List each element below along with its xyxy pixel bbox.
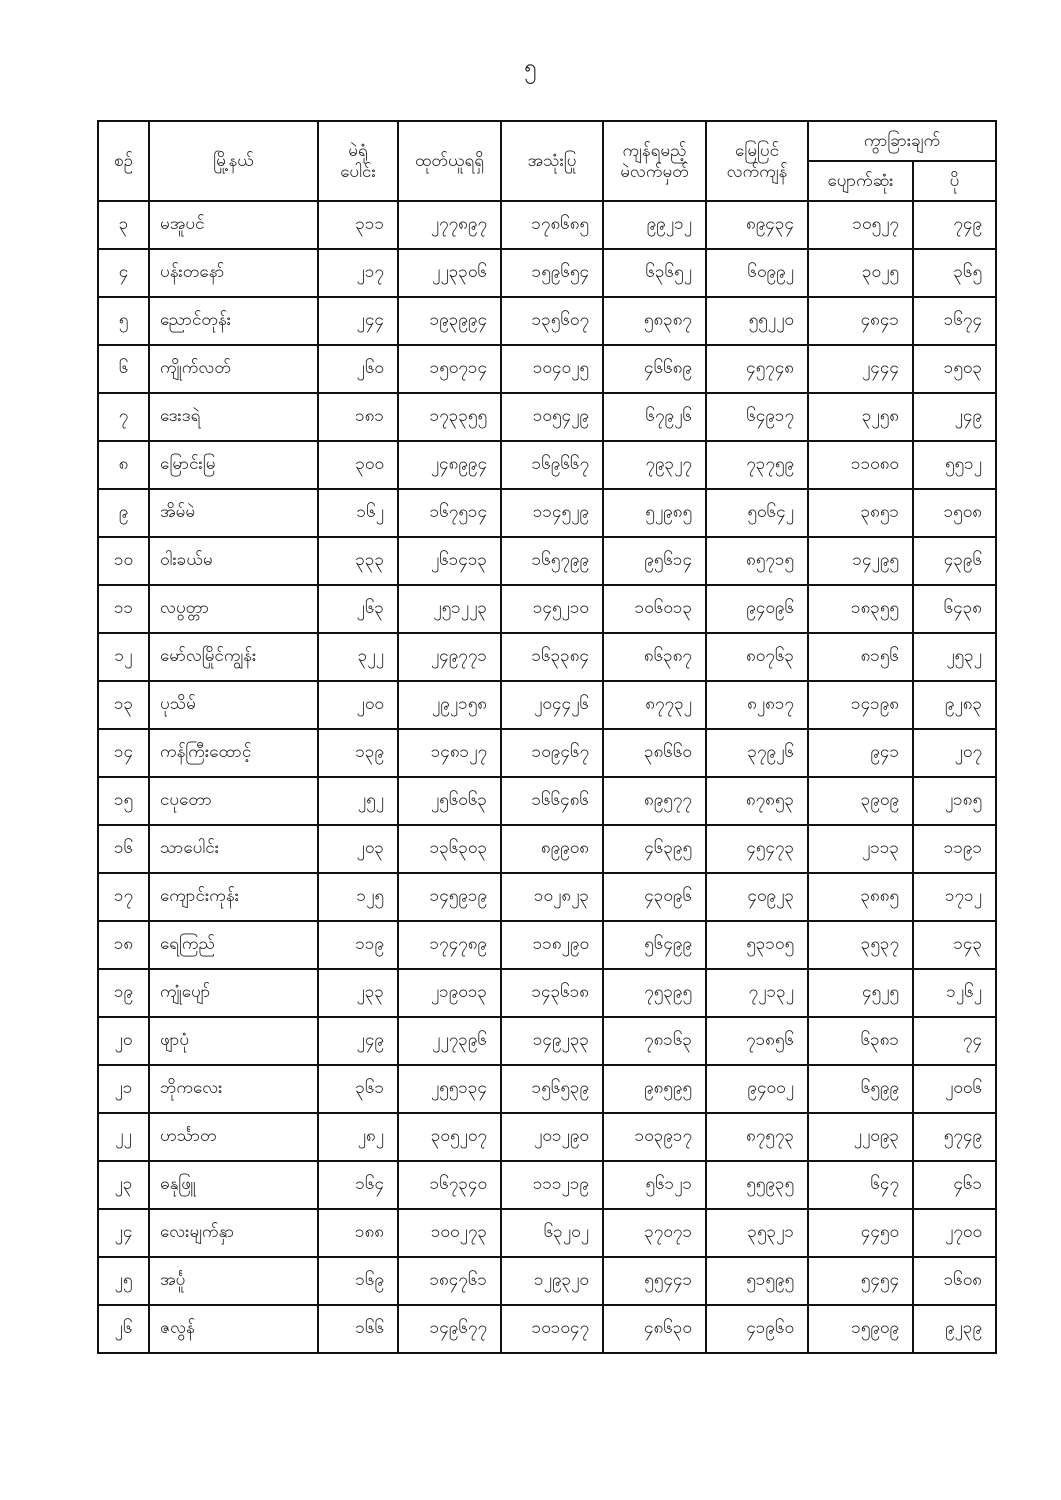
cell-extra: ၂၀၀၆ (913, 1065, 996, 1113)
cell-township: မအူပင် (149, 201, 318, 249)
cell-should-remain: ၅၆၄၉၉ (603, 921, 706, 969)
cell-township: ဝါးခယ်မ (149, 537, 318, 585)
cell-serial: ၂၁ (98, 1065, 149, 1113)
cell-ground-remain: ၈၅၇၁၅ (706, 537, 808, 585)
header-polling-stations (318, 121, 398, 201)
cell-used: ၁၀၉၄၆၇ (501, 729, 603, 777)
table-row (98, 633, 996, 681)
cell-lost: ၂၁၁၃ (808, 825, 913, 873)
cell-township: ဖျာပုံ (149, 1017, 318, 1065)
header-serial: စဉ် (98, 121, 149, 201)
cell-stations: ၁၆၂ (318, 489, 398, 537)
cell-stations: ၂၀၃ (318, 825, 398, 873)
cell-used: ၁၅၆၅၃၉ (501, 1065, 603, 1113)
cell-lost: ၃၈၈၅ (808, 873, 913, 921)
cell-used: ၂၀၁၂၉၀ (501, 1113, 603, 1161)
cell-received: ၂၅၆၀၆၃ (398, 777, 501, 825)
cell-stations: ၁၆၄ (318, 1161, 398, 1209)
cell-stations: ၂၃၃ (318, 969, 398, 1017)
cell-extra: ၄၆၁ (913, 1161, 996, 1209)
cell-ground-remain: ၅၅၂၂၀ (706, 297, 808, 345)
cell-used: ၁၄၅၂၁၀ (501, 585, 603, 633)
cell-received: ၁၄၅၉၁၉ (398, 873, 501, 921)
cell-ground-remain: ၅၁၅၉၅ (706, 1257, 808, 1305)
cell-extra: ၂၇၀၀ (913, 1209, 996, 1257)
cell-stations: ၃၁၁ (318, 201, 398, 249)
cell-serial: ၅ (98, 297, 149, 345)
cell-serial: ၂၅ (98, 1257, 149, 1305)
cell-ground-remain: ၄၅၄၇၃ (706, 825, 808, 873)
cell-stations: ၃၃၃ (318, 537, 398, 585)
header-ground-remain (706, 121, 808, 201)
cell-extra: ၂၁၈၅ (913, 777, 996, 825)
cell-should-remain: ၅၆၁၂၁ (603, 1161, 706, 1209)
cell-ground-remain: ၈၀၇၆၃ (706, 633, 808, 681)
cell-should-remain: ၇၅၃၉၅ (603, 969, 706, 1017)
cell-received: ၁၄၈၁၂၇ (398, 729, 501, 777)
cell-stations: ၂၄၄ (318, 297, 398, 345)
table-row (98, 777, 996, 825)
cell-received: ၂၂၃၃၀၆ (398, 249, 501, 297)
cell-received: ၂၇၇၈၉၇ (398, 201, 501, 249)
cell-ground-remain: ၈၇၅၇၃ (706, 1113, 808, 1161)
table-row (98, 393, 996, 441)
cell-received: ၁၅၀၇၁၄ (398, 345, 501, 393)
table-row (98, 201, 996, 249)
cell-ground-remain: ၄၁၉၆၀ (706, 1305, 808, 1353)
cell-serial: ၆ (98, 345, 149, 393)
cell-used: ၁၀၁၀၄၇ (501, 1305, 603, 1353)
cell-ground-remain: ၇၁၈၅၆ (706, 1017, 808, 1065)
table-row (98, 297, 996, 345)
cell-extra: ၁၄၃ (913, 921, 996, 969)
cell-lost: ၄၅၂၅ (808, 969, 913, 1017)
cell-township: ဇလွန် (149, 1305, 318, 1353)
cell-stations: ၂၆၃ (318, 585, 398, 633)
cell-should-remain: ၄၃၀၉၆ (603, 873, 706, 921)
cell-received: ၂၅၅၁၃၄ (398, 1065, 501, 1113)
cell-serial: ၂၄ (98, 1209, 149, 1257)
cell-should-remain: ၉၅၆၁၄ (603, 537, 706, 585)
cell-township: လပွတ္တာ (149, 585, 318, 633)
cell-stations: ၂၅၂ (318, 777, 398, 825)
cell-ground-remain: ၈၉၄၃၄ (706, 201, 808, 249)
cell-should-remain: ၆၇၉၂၆ (603, 393, 706, 441)
cell-used: ၁၀၄၀၂၅ (501, 345, 603, 393)
cell-should-remain: ၄၆၃၉၅ (603, 825, 706, 873)
cell-extra: ၁၇၁၂ (913, 873, 996, 921)
cell-used: ၁၅၉၆၅၄ (501, 249, 603, 297)
cell-lost: ၃၈၅၁ (808, 489, 913, 537)
cell-lost: ၄၈၄၁ (808, 297, 913, 345)
cell-received: ၂၂၇၃၉၆ (398, 1017, 501, 1065)
cell-received: ၂၅၁၂၂၃ (398, 585, 501, 633)
cell-used: ၂၀၄၄၂၆ (501, 681, 603, 729)
cell-stations: ၂၁၇ (318, 249, 398, 297)
cell-serial: ၁၈ (98, 921, 149, 969)
cell-should-remain: ၄၆၆၈၉ (603, 345, 706, 393)
cell-extra: ၁၆၇၄ (913, 297, 996, 345)
header-should-remain-line2: မဲလက်မှတ် (620, 162, 689, 181)
cell-serial: ၁၄ (98, 729, 149, 777)
cell-used: ၁၁၁၂၁၉ (501, 1161, 603, 1209)
cell-serial: ၃ (98, 201, 149, 249)
cell-lost: ၁၅၉၀၉ (808, 1305, 913, 1353)
cell-stations: ၂၆၀ (318, 345, 398, 393)
cell-ground-remain: ၉၄၀၉၆ (706, 585, 808, 633)
table-row (98, 489, 996, 537)
header-polling-stations-line1: မဲရုံ (348, 140, 368, 160)
table-row (98, 345, 996, 393)
table-row (98, 1161, 996, 1209)
cell-township: ဟင်္သာတ (149, 1113, 318, 1161)
table-row (98, 1113, 996, 1161)
cell-received: ၁၆၇၅၁၄ (398, 489, 501, 537)
table-row (98, 921, 996, 969)
cell-should-remain: ၈၉၅၇၇ (603, 777, 706, 825)
cell-serial: ၁၆ (98, 825, 149, 873)
cell-serial: ၁၂ (98, 633, 149, 681)
cell-received: ၁၆၇၃၄၀ (398, 1161, 501, 1209)
cell-stations: ၂၀၀ (318, 681, 398, 729)
cell-extra: ၁၅၀၈ (913, 489, 996, 537)
cell-extra: ၂၀၇ (913, 729, 996, 777)
cell-extra: ၄၃၉၆ (913, 537, 996, 585)
table-row (98, 1017, 996, 1065)
cell-used: ၁၄၉၂၃၃ (501, 1017, 603, 1065)
cell-used: ၁၄၃၆၁၈ (501, 969, 603, 1017)
cell-ground-remain: ၆၄၉၁၇ (706, 393, 808, 441)
table-row (98, 1209, 996, 1257)
table-row (98, 249, 996, 297)
cell-ground-remain: ၇၂၁၃၂ (706, 969, 808, 1017)
cell-stations: ၁၆၆ (318, 1305, 398, 1353)
table-row (98, 873, 996, 921)
cell-lost: ၆၄၇ (808, 1161, 913, 1209)
cell-should-remain: ၈၆၃၈၇ (603, 633, 706, 681)
cell-serial: ၁၃ (98, 681, 149, 729)
cell-township: ဒေးဒရဲ (149, 393, 318, 441)
cell-extra: ၇၄၉ (913, 201, 996, 249)
cell-should-remain: ၉၈၅၉၅ (603, 1065, 706, 1113)
header-township: မြို့နယ် (149, 121, 318, 201)
cell-ground-remain: ၅၃၁၀၅ (706, 921, 808, 969)
cell-township: ကျုံပျော် (149, 969, 318, 1017)
cell-lost: ၄၄၅၀ (808, 1209, 913, 1257)
cell-township: ရေကြည် (149, 921, 318, 969)
cell-serial: ၂၆ (98, 1305, 149, 1353)
cell-used: ၁၁၄၅၂၉ (501, 489, 603, 537)
table-row (98, 969, 996, 1017)
cell-township: လေးမျက်နှာ (149, 1209, 318, 1257)
cell-ground-remain: ၄၅၇၄၈ (706, 345, 808, 393)
ballot-summary-table (97, 120, 997, 1354)
table-row (98, 537, 996, 585)
table-row (98, 1257, 996, 1305)
cell-used: ၁၆၉၆၆၇ (501, 441, 603, 489)
cell-ground-remain: ၈၂၈၁၇ (706, 681, 808, 729)
table-row (98, 825, 996, 873)
cell-township: သာပေါင်း (149, 825, 318, 873)
cell-stations: ၃၆၁ (318, 1065, 398, 1113)
cell-lost: ၁၄၂၉၅ (808, 537, 913, 585)
cell-stations: ၁၃၉ (318, 729, 398, 777)
header-should-remain (603, 121, 706, 201)
table-row (98, 441, 996, 489)
cell-received: ၂၆၁၄၁၃ (398, 537, 501, 585)
cell-ground-remain: ၆၀၉၉၂ (706, 249, 808, 297)
cell-received: ၂၉၂၁၅၈ (398, 681, 501, 729)
cell-received: ၁၃၆၃၀၃ (398, 825, 501, 873)
cell-stations: ၁၈၁ (318, 393, 398, 441)
cell-ground-remain: ၉၄၀၀၂ (706, 1065, 808, 1113)
cell-should-remain: ၃၇၀၇၁ (603, 1209, 706, 1257)
cell-received: ၁၇၃၃၅၅ (398, 393, 501, 441)
cell-stations: ၃၀၀ (318, 441, 398, 489)
cell-ground-remain: ၅၀၆၄၂ (706, 489, 808, 537)
cell-extra: ၂၅၃၂ (913, 633, 996, 681)
cell-received: ၁၈၄၇၆၁ (398, 1257, 501, 1305)
header-should-remain-line1: ကျန်ရမည့် (622, 140, 687, 160)
cell-ground-remain: ၃၇၉၂၆ (706, 729, 808, 777)
cell-extra: ၅၅၁၂ (913, 441, 996, 489)
cell-lost: ၁၈၃၅၅ (808, 585, 913, 633)
cell-lost: ၆၃၈၁ (808, 1017, 913, 1065)
cell-ground-remain: ၃၅၃၂၁ (706, 1209, 808, 1257)
cell-extra: ၁၁၉၁ (913, 825, 996, 873)
cell-lost: ၂၄၄၄ (808, 345, 913, 393)
cell-serial: ၂၂ (98, 1113, 149, 1161)
cell-used: ၁၆၆၄၈၆ (501, 777, 603, 825)
cell-township: ကန်ကြီးထောင့် (149, 729, 318, 777)
header-difference: ကွာခြားချက် (808, 121, 996, 161)
cell-lost: ၁၁၀၈၀ (808, 441, 913, 489)
cell-township: အိမ်မဲ (149, 489, 318, 537)
table-row (98, 1305, 996, 1353)
cell-serial: ၂၀ (98, 1017, 149, 1065)
cell-lost: ၁၄၁၉၈ (808, 681, 913, 729)
cell-serial: ၂၃ (98, 1161, 149, 1209)
cell-should-remain: ၅၈၃၈၇ (603, 297, 706, 345)
cell-received: ၂၄၈၉၉၄ (398, 441, 501, 489)
cell-township: ပုသိမ် (149, 681, 318, 729)
cell-stations: ၁၈၈ (318, 1209, 398, 1257)
table-row (98, 729, 996, 777)
cell-stations: ၂၈၂ (318, 1113, 398, 1161)
cell-received: ၃၀၅၂၀၇ (398, 1113, 501, 1161)
cell-extra: ၃၆၅ (913, 249, 996, 297)
cell-received: ၂၄၉၇၇၁ (398, 633, 501, 681)
cell-should-remain: ၉၉၂၁၂ (603, 201, 706, 249)
cell-should-remain: ၇၉၃၂၇ (603, 441, 706, 489)
cell-used: ၁၀၅၄၂၉ (501, 393, 603, 441)
cell-serial: ၈ (98, 441, 149, 489)
table-row (98, 585, 996, 633)
cell-used: ၆၃၂၀၂ (501, 1209, 603, 1257)
cell-used: ၁၁၈၂၉၀ (501, 921, 603, 969)
cell-serial: ၄ (98, 249, 149, 297)
cell-extra: ၂၄၉ (913, 393, 996, 441)
cell-township: မြောင်းမြ (149, 441, 318, 489)
cell-received: ၁၇၄၇၈၉ (398, 921, 501, 969)
cell-should-remain: ၆၃၆၅၂ (603, 249, 706, 297)
cell-stations: ၁၆၉ (318, 1257, 398, 1305)
cell-township: ငပုတော (149, 777, 318, 825)
cell-township: ဘိုကလေး (149, 1065, 318, 1113)
cell-used: ၁၀၂၈၂၃ (501, 873, 603, 921)
cell-extra: ၁၅၀၃ (913, 345, 996, 393)
cell-lost: ၃၂၅၈ (808, 393, 913, 441)
cell-extra: ၁၂၆၂ (913, 969, 996, 1017)
cell-lost: ၆၅၉၉ (808, 1065, 913, 1113)
header-ground-remain-line1: မြေပြင် (734, 140, 780, 160)
cell-ground-remain: ၄၀၉၂၃ (706, 873, 808, 921)
page-number: ၅ (524, 54, 537, 79)
cell-ground-remain: ၇၃၇၅၉ (706, 441, 808, 489)
cell-ground-remain: ၈၇၈၅၃ (706, 777, 808, 825)
cell-received: ၂၁၉၀၁၃ (398, 969, 501, 1017)
cell-lost: ၈၁၅၆ (808, 633, 913, 681)
cell-used: ၈၉၉၀၈ (501, 825, 603, 873)
cell-township: ပန်းတနော် (149, 249, 318, 297)
cell-township: မော်လမြိုင်ကျွန်း (149, 633, 318, 681)
cell-lost: ၉၄၁ (808, 729, 913, 777)
cell-should-remain: ၃၈၆၆၀ (603, 729, 706, 777)
cell-should-remain: ၅၂၉၈၅ (603, 489, 706, 537)
header-extra: ပို (913, 161, 996, 201)
table-row (98, 1065, 996, 1113)
cell-lost: ၂၂၀၉၃ (808, 1113, 913, 1161)
cell-lost: ၃၉၀၉ (808, 777, 913, 825)
cell-should-remain: ၄၈၆၃၀ (603, 1305, 706, 1353)
cell-stations: ၃၂၂ (318, 633, 398, 681)
cell-township: ညောင်တုန်း (149, 297, 318, 345)
cell-used: ၁၆၃၃၈၄ (501, 633, 603, 681)
cell-should-remain: ၁၀၃၉၁၇ (603, 1113, 706, 1161)
header-polling-stations-line2: ပေါင်း (340, 162, 376, 181)
cell-should-remain: ၇၈၁၆၃ (603, 1017, 706, 1065)
cell-stations: ၁၂၅ (318, 873, 398, 921)
cell-stations: ၂၄၉ (318, 1017, 398, 1065)
cell-received: ၁၄၉၆၇၇ (398, 1305, 501, 1353)
cell-used: ၁၇၈၆၈၅ (501, 201, 603, 249)
cell-township: အင်္ပူ (149, 1257, 318, 1305)
header-used: အသုံးပြု (501, 121, 603, 201)
cell-serial: ၉ (98, 489, 149, 537)
cell-extra: ၇၄ (913, 1017, 996, 1065)
table-body (98, 201, 996, 1353)
cell-serial: ၇ (98, 393, 149, 441)
cell-stations: ၁၁၉ (318, 921, 398, 969)
cell-township: ဓနုဖြူ (149, 1161, 318, 1209)
ballot-summary-table-wrap (97, 120, 997, 1354)
cell-used: ၁၃၅၆၀၇ (501, 297, 603, 345)
cell-lost: ၁၀၅၂၇ (808, 201, 913, 249)
cell-township: ကျိုက်လတ် (149, 345, 318, 393)
cell-received: ၁၉၃၉၉၄ (398, 297, 501, 345)
cell-extra: ၉၂၈၃ (913, 681, 996, 729)
header-ground-remain-line2: လက်ကျန် (726, 162, 788, 181)
cell-serial: ၁၉ (98, 969, 149, 1017)
cell-should-remain: ၅၅၄၄၁ (603, 1257, 706, 1305)
cell-used: ၁၂၉၃၂၀ (501, 1257, 603, 1305)
header-received: ထုတ်ယူရရှိ (398, 121, 501, 201)
cell-should-remain: ၁၀၆၀၁၃ (603, 585, 706, 633)
cell-serial: ၁၀ (98, 537, 149, 585)
cell-lost: ၃၀၂၅ (808, 249, 913, 297)
cell-should-remain: ၈၇၇၃၂ (603, 681, 706, 729)
header-lost: ပျောက်ဆုံး (808, 161, 913, 201)
cell-serial: ၁၁ (98, 585, 149, 633)
cell-lost: ၃၅၃၇ (808, 921, 913, 969)
cell-ground-remain: ၅၅၉၃၅ (706, 1161, 808, 1209)
cell-lost: ၅၄၅၄ (808, 1257, 913, 1305)
cell-extra: ၅၇၄၉ (913, 1113, 996, 1161)
cell-used: ၁၆၅၇၉၉ (501, 537, 603, 585)
cell-extra: ၉၂၃၉ (913, 1305, 996, 1353)
cell-serial: ၁၇ (98, 873, 149, 921)
cell-extra: ၆၄၃၈ (913, 585, 996, 633)
cell-township: ကျောင်းကုန်း (149, 873, 318, 921)
cell-received: ၁၀၀၂၇၃ (398, 1209, 501, 1257)
table-row (98, 681, 996, 729)
cell-serial: ၁၅ (98, 777, 149, 825)
cell-extra: ၁၆၀၈ (913, 1257, 996, 1305)
